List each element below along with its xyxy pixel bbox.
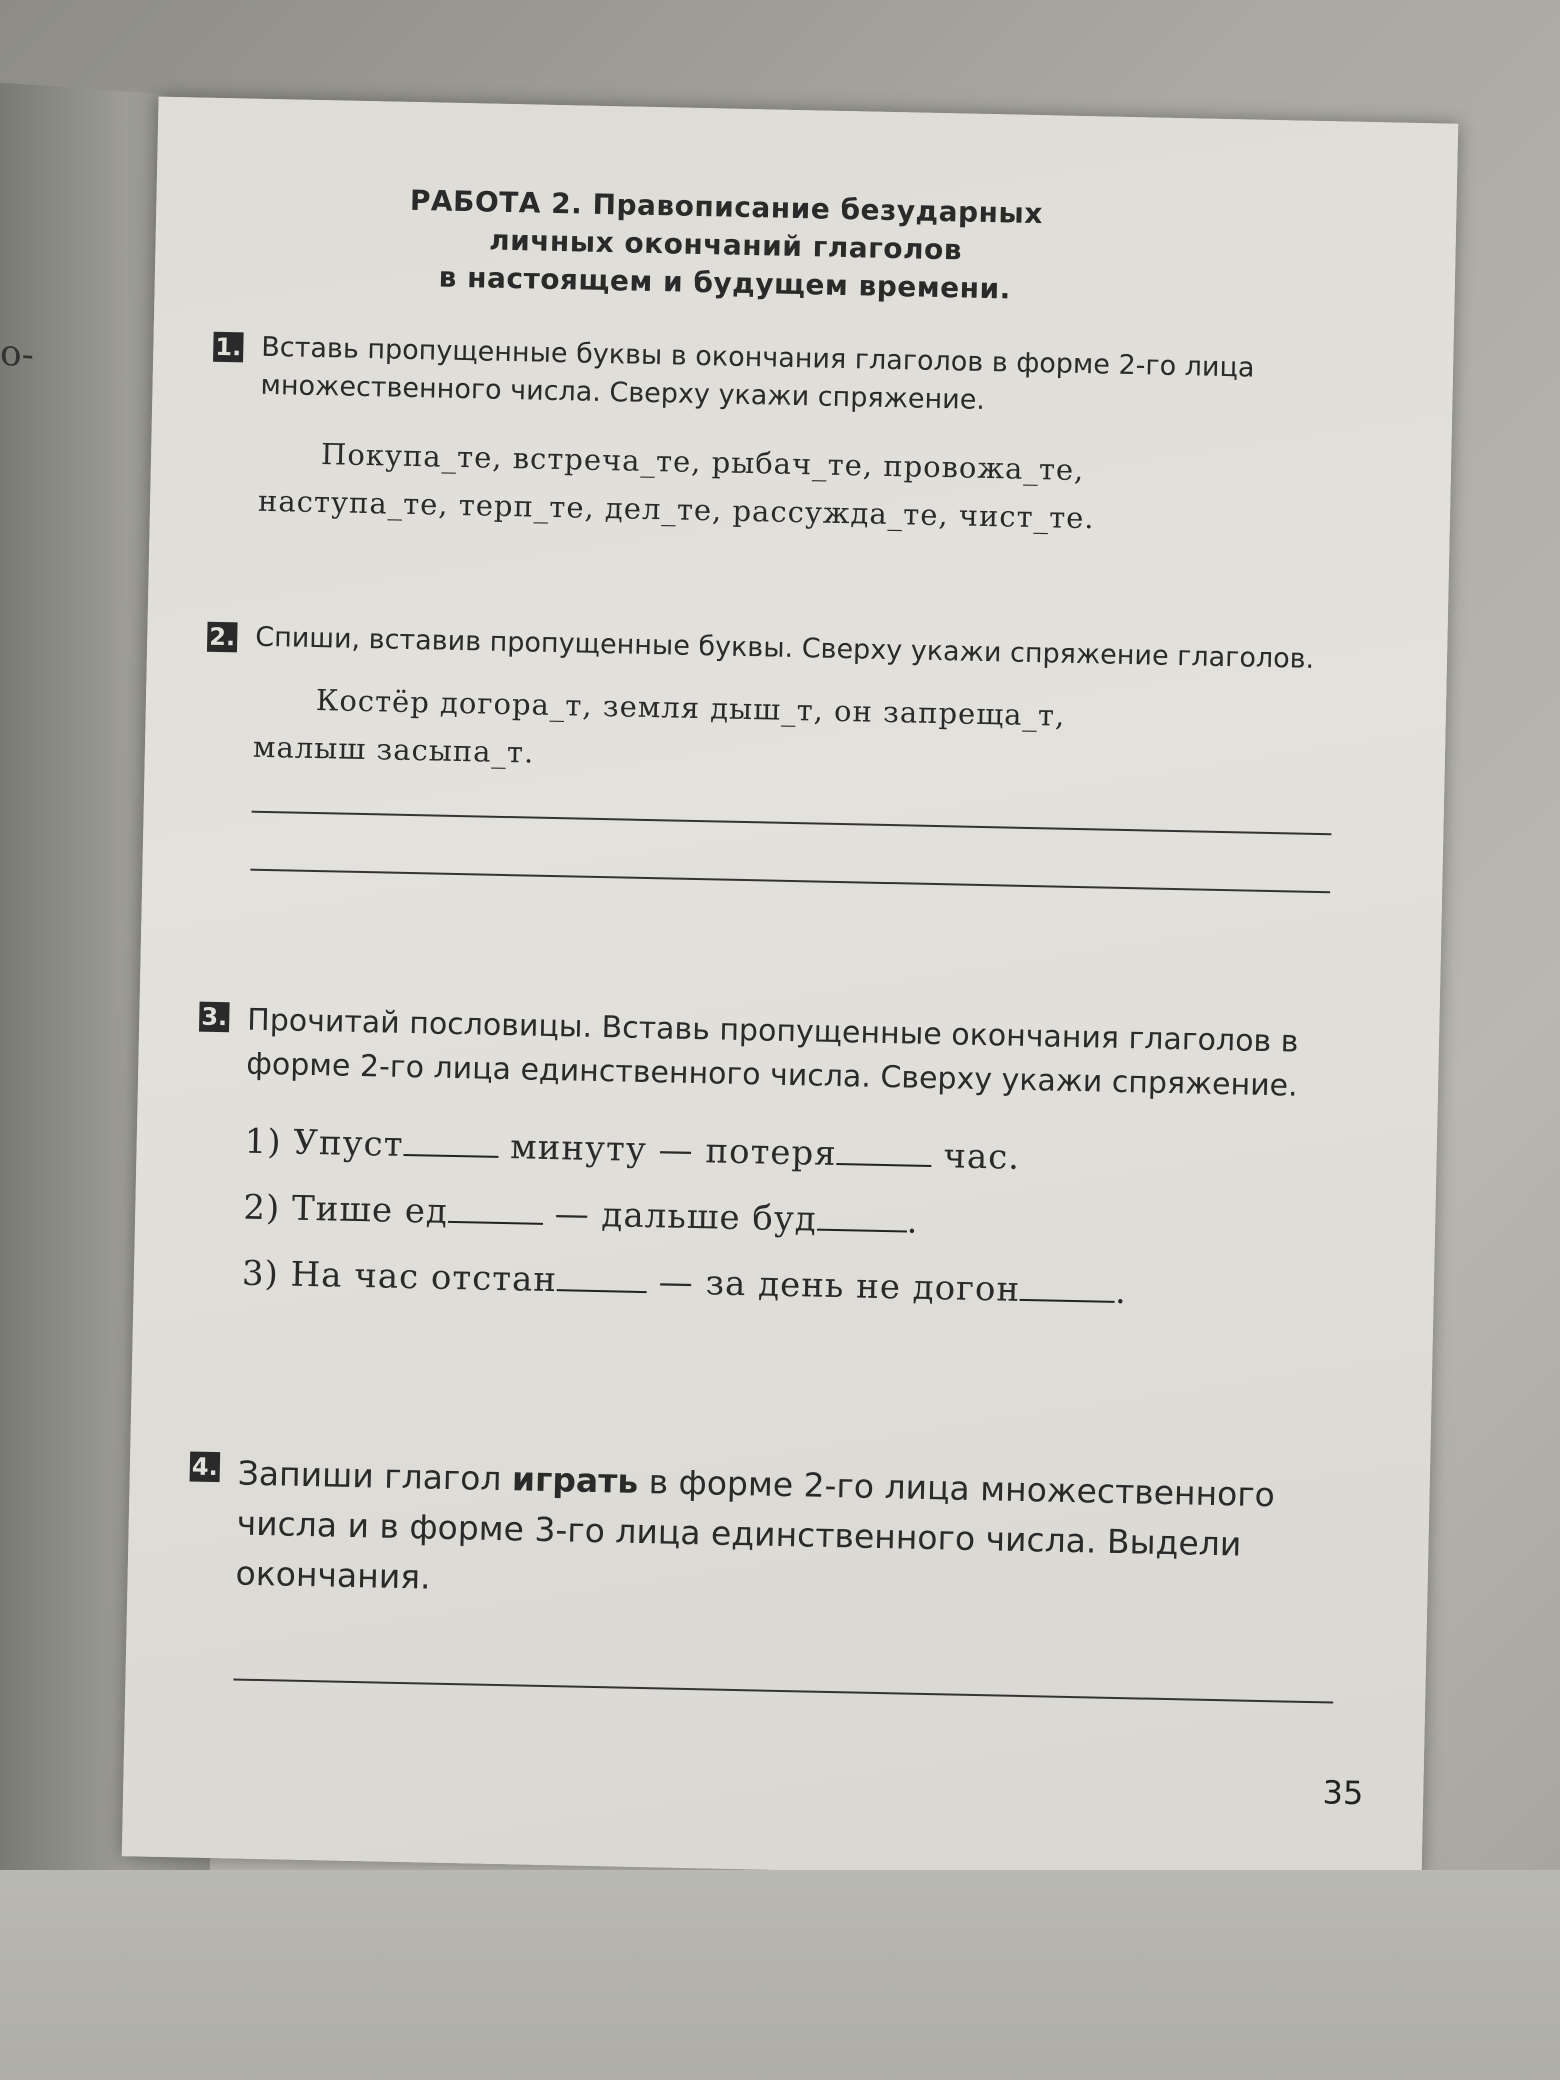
task-2-line-1: Костёр догора_т, земля дыш_т, он запреща_т, (315, 683, 1066, 733)
proverb-2-blank-1[interactable] (448, 1191, 544, 1225)
proverb-3-blank-1[interactable] (557, 1259, 648, 1293)
task-4-instruction (235, 1449, 1340, 1622)
task-1-exercise (210, 428, 1362, 548)
left-page-mark: о- (0, 332, 34, 377)
task-3-instruction: Прочитай пословицы. Вставь пропущенные окончания глаголов в форме 2-го лица единственного числа. Сверху укажи спряжение. (245, 1002, 1299, 1104)
task-2-answer-line-2[interactable] (250, 869, 1330, 894)
background-surface (0, 1870, 1560, 2080)
proverb-3-part-a: На час отстан (290, 1254, 558, 1301)
task-3-number: 3. (199, 1002, 230, 1033)
page-title (274, 179, 1176, 312)
proverb-2-part-c: . (906, 1201, 919, 1242)
task-4-keyword: играть (511, 1459, 639, 1501)
proverb-1-blank-1[interactable] (403, 1124, 499, 1158)
task-2-answer-line-1[interactable] (252, 811, 1332, 836)
task-4-answer-line[interactable] (233, 1678, 1333, 1703)
task-4-number: 4. (190, 1452, 221, 1483)
task-2-line-2: малыш засыпа_т. (252, 729, 535, 770)
task-2-exercise (204, 674, 1356, 794)
task-1-line-2: наступа_те, терп_те, дел_те, рассужда_те, чист_те. (257, 483, 1095, 536)
proverb-2-number: 2) (242, 1187, 281, 1229)
title-line-2: личных окончаний глаголов (488, 223, 963, 267)
task-4-instruction-pre: Запиши глагол (237, 1453, 513, 1499)
task-3 (193, 998, 1349, 1330)
task-2 (202, 618, 1357, 894)
proverb-1-part-b: минуту — потеря (509, 1127, 838, 1175)
proverb-3-part-b: — за день не догон (658, 1262, 1021, 1310)
task-4-instruction-post: в форме 2-го лица множественного числа и в форме 3-го лица единственного числа. Выдели окончания. (235, 1461, 1276, 1597)
task-1-number: 1. (213, 332, 244, 363)
proverb-2-part-a: Тише ед (291, 1188, 449, 1232)
proverb-3-blank-2[interactable] (1020, 1269, 1116, 1303)
proverb-list (193, 1108, 1347, 1330)
proverb-1-blank-2[interactable] (836, 1133, 932, 1167)
page-number: 35 (1322, 1773, 1364, 1813)
proverb-1-part-c: час. (943, 1136, 1021, 1178)
task-1-instruction: Вставь пропущенные буквы в окончания глаголов в форме 2-го лица множественного числа. Сверху укажи спряжение. (260, 331, 1255, 416)
task-2-instruction: Спиши, вставив пропущенные буквы. Сверху укажи спряжение глаголов. (254, 621, 1315, 675)
proverb-3-part-c: . (1114, 1271, 1128, 1313)
task-1 (210, 328, 1364, 548)
task-4 (185, 1448, 1340, 1704)
task-1-line-1: Покупа_те, встреча_те, рыбач_те, провожа_те, (320, 437, 1085, 488)
workbook-page (122, 97, 1459, 1884)
proverb-2-blank-2[interactable] (817, 1199, 908, 1233)
proverb-1-number: 1) (244, 1121, 283, 1163)
title-line-1: РАБОТА 2. Правописание безударных (409, 183, 1044, 231)
proverb-3-number: 3) (241, 1253, 280, 1295)
proverb-2-part-b: — дальше буд (554, 1194, 818, 1240)
proverb-1-part-a: Упуст (292, 1122, 404, 1165)
task-2-number: 2. (207, 622, 238, 653)
title-line-3: в настоящем и будущем времени. (438, 260, 1012, 306)
